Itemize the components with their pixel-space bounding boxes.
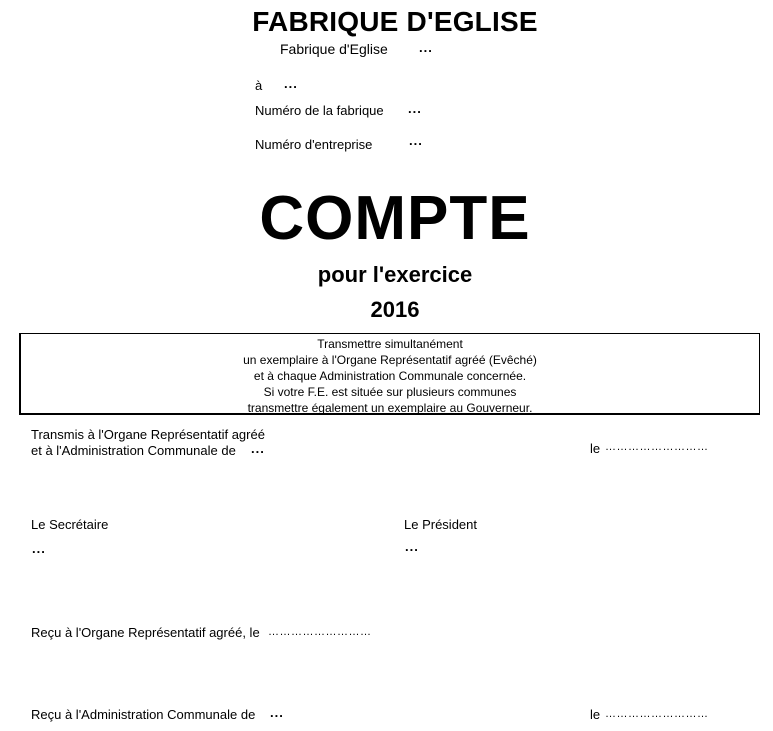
recu-organe-text: Reçu à l'Organe Représentatif agréé, le xyxy=(31,625,260,640)
compte-heading: COMPTE xyxy=(259,184,531,253)
recu-commune-value: ... xyxy=(270,705,284,720)
transmis-le-label: le xyxy=(590,441,601,456)
transmis-date-leader: ……………………… xyxy=(605,441,709,453)
president-label: Le Président xyxy=(404,517,477,532)
numero-entreprise-label: Numéro d'entreprise xyxy=(255,137,373,152)
numero-fabrique-value: ... xyxy=(408,101,422,116)
numero-fabrique-label: Numéro de la fabrique xyxy=(255,103,384,118)
notice-line: transmettre également un exemplaire au Gouverneur. xyxy=(247,401,533,415)
notice-line: et à chaque Administration Communale concernée. xyxy=(253,369,527,383)
notice-line: Si votre F.E. est située sur plusieurs communes xyxy=(263,385,517,399)
transmis-line-2: et à l'Administration Communale de xyxy=(31,443,236,458)
transmis-commune-value: ... xyxy=(251,441,265,456)
fabrique-value: ... xyxy=(419,40,433,55)
a-value: ... xyxy=(284,76,298,91)
recu-commune-le-label: le xyxy=(590,707,601,722)
notice-line: un exemplaire à l'Organe Représentatif agréé (Evêché) xyxy=(243,353,537,367)
exercice-year: 2016 xyxy=(370,297,420,322)
secretaire-label: Le Secrétaire xyxy=(31,517,109,532)
recu-commune-text: Reçu à l'Administration Communale de xyxy=(31,707,256,722)
document-title: FABRIQUE D'EGLISE xyxy=(252,6,538,37)
recu-organe-date-leader: ……………………… xyxy=(268,626,372,638)
notice-line: Transmettre simultanément xyxy=(317,337,463,351)
secretaire-value: ... xyxy=(32,541,46,556)
numero-entreprise-value: ... xyxy=(409,133,423,148)
fabrique-label: Fabrique d'Eglise xyxy=(280,41,388,57)
president-value: ... xyxy=(405,539,419,554)
transmission-notice xyxy=(19,333,760,415)
recu-commune-date-leader: ……………………… xyxy=(605,708,709,720)
exercice-subheading: pour l'exercice xyxy=(317,262,473,287)
a-label: à xyxy=(255,78,263,93)
transmis-line-1: Transmis à l'Organe Représentatif agréé xyxy=(31,427,265,442)
